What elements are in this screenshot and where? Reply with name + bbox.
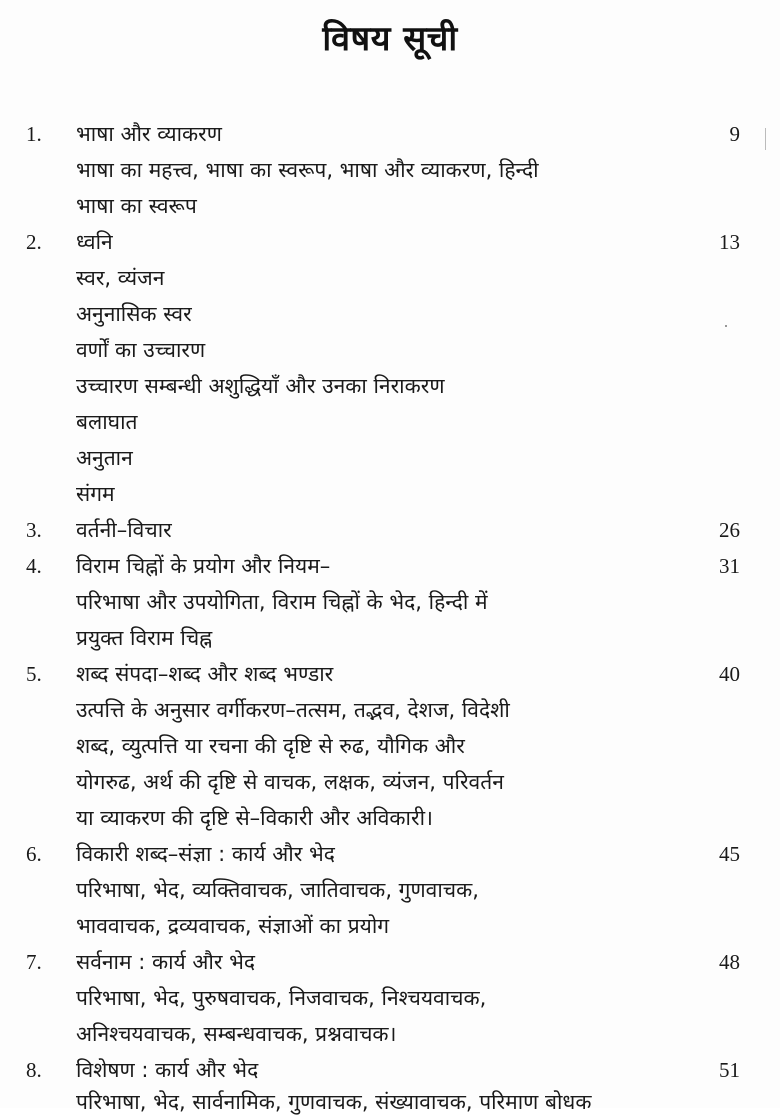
toc-subline [0, 260, 780, 296]
toc-entry-heading [0, 512, 780, 548]
entry-subtopics: भाषा का स्वरूप [76, 194, 197, 218]
toc-subline [0, 692, 780, 728]
entry-heading: विशेषण : कार्य और भेद [76, 1058, 259, 1082]
toc-entry-heading [0, 656, 780, 692]
scan-artifact-speck [725, 325, 727, 327]
entry-number: 1. [26, 122, 42, 146]
toc-subline [0, 764, 780, 800]
entry-page-number: 45 [719, 842, 740, 866]
entry-subtopics: परिभाषा, भेद, सार्वनामिक, गुणवाचक, संख्यावाचक, परिमाण बोधक [76, 1090, 592, 1114]
entry-subtopics: परिभाषा, भेद, व्यक्तिवाचक, जातिवाचक, गुणवाचक, [76, 878, 479, 902]
entry-number: 3. [26, 518, 42, 542]
toc-subline [0, 980, 780, 1016]
page-title: विषय सूची [322, 19, 458, 59]
toc-subline [0, 620, 780, 656]
entry-subtopics: अनुतान [76, 446, 133, 470]
toc-subline [0, 728, 780, 764]
entry-number: 5. [26, 662, 42, 686]
entry-subtopics: बलाघात [76, 410, 138, 434]
toc-entry-heading [0, 224, 780, 260]
toc-subline [0, 404, 780, 440]
toc-subline [0, 188, 780, 224]
entry-heading: विराम चिह्नों के प्रयोग और नियम– [76, 554, 331, 578]
scan-artifact-mark [765, 128, 766, 150]
entry-subtopics: उच्चारण सम्बन्धी अशुद्धियाँ और उनका निराकरण [76, 374, 445, 398]
toc-subline [0, 332, 780, 368]
toc-subline [0, 908, 780, 944]
entry-subtopics: भाषा का महत्त्व, भाषा का स्वरूप, भाषा और व्याकरण, हिन्दी [76, 158, 539, 182]
toc-subline [0, 584, 780, 620]
entry-page-number: 40 [719, 662, 740, 686]
entry-subtopics: शब्द, व्युत्पत्ति या रचना की दृष्टि से रुढ, यौगिक और [76, 734, 465, 758]
entry-page-number: 31 [719, 554, 740, 578]
entry-subtopics: योगरुढ, अर्थ की दृष्टि से वाचक, लक्षक, व्यंजन, परिवर्तन [76, 770, 504, 794]
entry-subtopics: भाववाचक, द्रव्यवाचक, संज्ञाओं का प्रयोग [76, 914, 390, 938]
toc-subline [0, 872, 780, 908]
toc-subline [0, 476, 780, 512]
entry-page-number: 13 [719, 230, 740, 254]
entry-page-number: 26 [719, 518, 740, 542]
toc-entry-heading [0, 836, 780, 872]
entry-subtopics: उत्पत्ति के अनुसार वर्गीकरण–तत्सम, तद्भव, देशज, विदेशी [76, 698, 510, 722]
entry-heading: विकारी शब्द–संज्ञा : कार्य और भेद [76, 842, 335, 866]
entry-heading: वर्तनी–विचार [76, 518, 172, 542]
entry-page-number: 51 [719, 1058, 740, 1082]
entry-subtopics: अनिश्चयवाचक, सम्बन्धवाचक, प्रश्नवाचक। [76, 1022, 397, 1046]
entry-subtopics: प्रयुक्त विराम चिह्न [76, 626, 213, 650]
entry-subtopics: संगम [76, 482, 115, 506]
entry-number: 7. [26, 950, 42, 974]
entry-subtopics: अनुनासिक स्वर [76, 302, 192, 326]
entry-subtopics: परिभाषा और उपयोगिता, विराम चिह्नों के भेद, हिन्दी में [76, 590, 488, 614]
entry-heading: ध्वनि [76, 230, 113, 254]
toc-subline [0, 152, 780, 188]
entry-page-number: 48 [719, 950, 740, 974]
toc-entry-heading [0, 116, 780, 152]
entry-number: 8. [26, 1058, 42, 1082]
toc-subline [0, 1084, 780, 1120]
toc-subline [0, 368, 780, 404]
toc-entry-heading [0, 548, 780, 584]
entry-subtopics: परिभाषा, भेद, पुरुषवाचक, निजवाचक, निश्चयवाचक, [76, 986, 487, 1010]
entry-number: 4. [26, 554, 42, 578]
toc-subline [0, 1016, 780, 1052]
entry-heading: शब्द संपदा–शब्द और शब्द भण्डार [76, 662, 334, 686]
entry-heading: भाषा और व्याकरण [76, 122, 222, 146]
entry-number: 2. [26, 230, 42, 254]
entry-subtopics: स्वर, व्यंजन [76, 266, 165, 290]
toc-subline [0, 296, 780, 332]
entry-page-number: 9 [729, 122, 740, 146]
toc-subline [0, 800, 780, 836]
toc-subline [0, 440, 780, 476]
entry-heading: सर्वनाम : कार्य और भेद [76, 950, 256, 974]
entry-subtopics: या व्याकरण की दृष्टि से–विकारी और अविकारी। [76, 806, 433, 830]
entry-subtopics: वर्णों का उच्चारण [76, 338, 206, 362]
toc-entry-heading [0, 944, 780, 980]
toc-entry-heading [0, 1052, 780, 1088]
entry-number: 6. [26, 842, 42, 866]
